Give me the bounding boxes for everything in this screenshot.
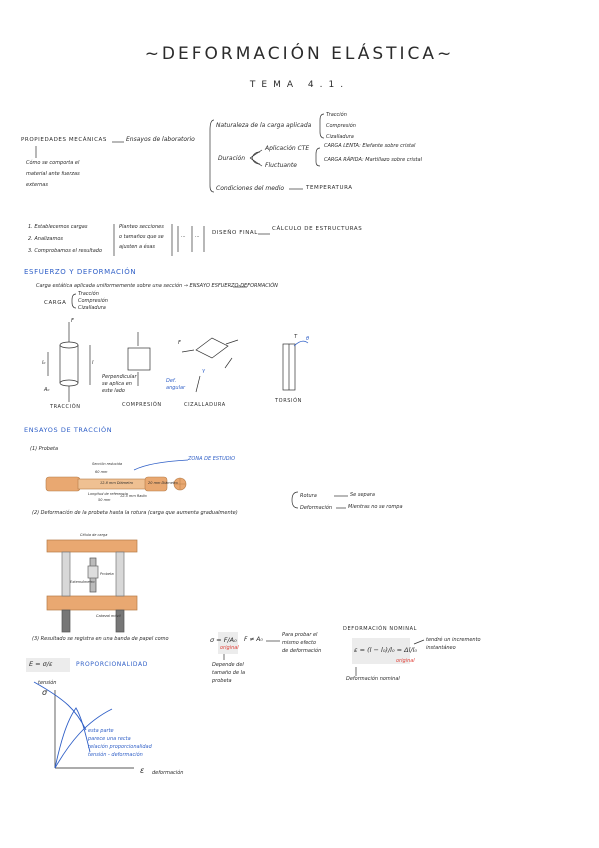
esfuerzo-line: Carga estática aplicada uniformemente sobre una sección → ENSAYO ESFUERZO-DEFORMACIÓN <box>36 283 278 289</box>
dots: ... <box>181 233 186 239</box>
step-item: 1. Establecemos cargas <box>28 224 88 230</box>
def-nominal-heading: DEFORMACIÓN NOMINAL <box>343 626 417 632</box>
tension-label: tensión <box>38 680 57 686</box>
tendre-line: tendré un incremento <box>426 637 481 643</box>
label-compresion: COMPRESIÓN <box>122 402 162 408</box>
paso3-text: (3) Resultado se registra en una banda de papel como <box>32 636 169 642</box>
graph-note-line: relación proporcionalidad <box>88 744 152 750</box>
depende-line: probeta <box>212 678 232 684</box>
symbol-l: l <box>92 360 94 366</box>
como-line-1: Cómo se comporta el <box>26 160 80 166</box>
symbol-A0: A₀ <box>44 387 50 393</box>
symbol-F: F <box>71 318 74 324</box>
planteo-line: ajusten a ésas <box>119 244 156 250</box>
symbol-gamma: γ <box>202 368 205 374</box>
ensayos-label: Ensayos de laboratorio <box>126 136 195 143</box>
paso2-text: (2) Deformación de la probeta hasta la rotura (carga que aumenta gradualmente) <box>32 510 238 516</box>
graph-note-line: esta parte <box>88 728 114 734</box>
e-formula: E = σ/ε <box>29 660 53 668</box>
maquina-label: Probeta <box>100 572 114 576</box>
depende-line: tamaño de la <box>212 670 246 676</box>
esfuerzo-heading: ESFUERZO Y DEFORMACIÓN <box>24 268 137 276</box>
seccion-label: Sección reducida <box>92 462 122 466</box>
naturaleza-label: Naturaleza de la carga aplicada <box>216 122 312 129</box>
probeta-label: (1) Probeta <box>30 446 59 452</box>
temperatura-label: TEMPERATURA <box>306 185 353 191</box>
step-item: 2. Analizamos <box>28 236 64 242</box>
epsilon-axis-label: ε <box>140 766 145 775</box>
dim-label: 12.8 mm Diámetro <box>100 481 134 485</box>
maquina-label: Célula de carga <box>80 533 108 537</box>
planteo-line: Planteo secciones <box>119 224 164 230</box>
carga-item: Tracción <box>78 291 99 297</box>
sigma-formula: σ = F/A₀ <box>210 636 237 644</box>
angular-line: Def. <box>166 378 177 384</box>
rotura-label: Rotura <box>300 493 317 499</box>
zona-label: ZONA DE ESTUDIO <box>188 456 236 462</box>
calculo-label: CÁLCULO DE ESTRUCTURAS <box>272 226 363 232</box>
carga-label: CARGA <box>44 300 67 306</box>
como-line-3: externas <box>26 182 48 188</box>
dim-label: 12.5 mm Radio <box>120 494 147 498</box>
duracion-label: Duración <box>218 155 246 162</box>
dim-label: 60 mm <box>95 470 108 474</box>
como-line-2: material ante fuerzas <box>26 171 80 177</box>
label-cizalladura: CIZALLADURA <box>184 402 226 408</box>
fluctuante-label: Fluctuante <box>265 162 297 169</box>
perpendicular-line: Perpendicular <box>102 374 137 380</box>
angular-line: angular <box>166 385 186 391</box>
deformacion-label: Deformación <box>300 505 333 511</box>
graph-note-line: tensión - deformación <box>88 752 143 758</box>
symbol-l0: l₀ <box>42 360 46 366</box>
naturaleza-item: Cizalladura <box>326 134 354 140</box>
dots: ... <box>195 233 200 239</box>
para-probar-line: de deformación <box>282 648 322 654</box>
original-note-eps: original <box>396 658 415 664</box>
condiciones-label: Condiciones del medio <box>216 185 285 192</box>
symbol-T: T <box>294 334 298 340</box>
page-title: ~DEFORMACIÓN ELÁSTICA~ <box>144 44 455 64</box>
diseno-label: DISEÑO FINAL <box>212 230 258 236</box>
para-probar-line: Para probar el <box>282 632 318 638</box>
aplicacion-label: Aplicación CTE <box>265 145 310 152</box>
planteo-line: o tamaños que se <box>119 234 164 240</box>
ensayos-heading: ENSAYOS DE TRACCIÓN <box>24 426 113 434</box>
deformacion-axis-label: deformación <box>152 770 184 776</box>
depende-line: Depende del <box>212 662 244 668</box>
carga-item: Cizalladura <box>78 305 106 311</box>
naturaleza-item: Compresión <box>326 123 356 129</box>
dim-label: 20 mm Diámetro <box>148 481 178 485</box>
para-probar-line: mismo efecto <box>282 640 317 646</box>
dim-label: 50 mm <box>98 498 111 502</box>
epsilon-formula: ε = (l − l₀)/l₀ = Δl/l₀ <box>354 646 417 654</box>
carga-rapida: CARGA RÁPIDA: Martillazo sobre cristal <box>324 157 422 163</box>
se-separa-label: Se separa <box>350 492 375 498</box>
proporcionalidad-label: PROPORCIONALIDAD <box>76 661 148 668</box>
sigma-axis-label: σ <box>42 688 48 697</box>
step-item: 3. Comprobamos el resultado <box>28 248 103 254</box>
carga-lenta: CARGA LENTA: Elefante sobre cristal <box>324 143 416 149</box>
maquina-label: Cabezal móvil <box>96 614 121 618</box>
symbol-F-shear: F <box>178 340 181 346</box>
label-torsion: TORSIÓN <box>275 398 302 404</box>
carga-item: Compresión <box>78 298 108 304</box>
label-traccion: TRACCIÓN <box>50 404 81 410</box>
f-a0-label: F ≠ A₀ <box>244 636 263 643</box>
maquina-label: Extensómetro <box>70 580 95 584</box>
tendre-line: instantáneo <box>426 645 456 651</box>
naturaleza-item: Tracción <box>326 112 347 118</box>
original-note: original <box>220 645 239 651</box>
perpendicular-line: este lado <box>102 388 125 394</box>
symbol-theta: θ <box>306 336 310 342</box>
propiedades-label: PROPIEDADES MECÁNICAS <box>21 137 107 143</box>
dim-label: Longitud de referencia <box>88 492 128 496</box>
perpendicular-line: se aplica en <box>102 381 132 387</box>
def-nominal-label: Deformación nominal <box>346 676 400 682</box>
page-subtitle: TEMA 4.1. <box>249 80 350 90</box>
graph-note-line: parece una recta <box>88 736 131 742</box>
mientras-label: Mientras no se rompa <box>348 504 403 510</box>
